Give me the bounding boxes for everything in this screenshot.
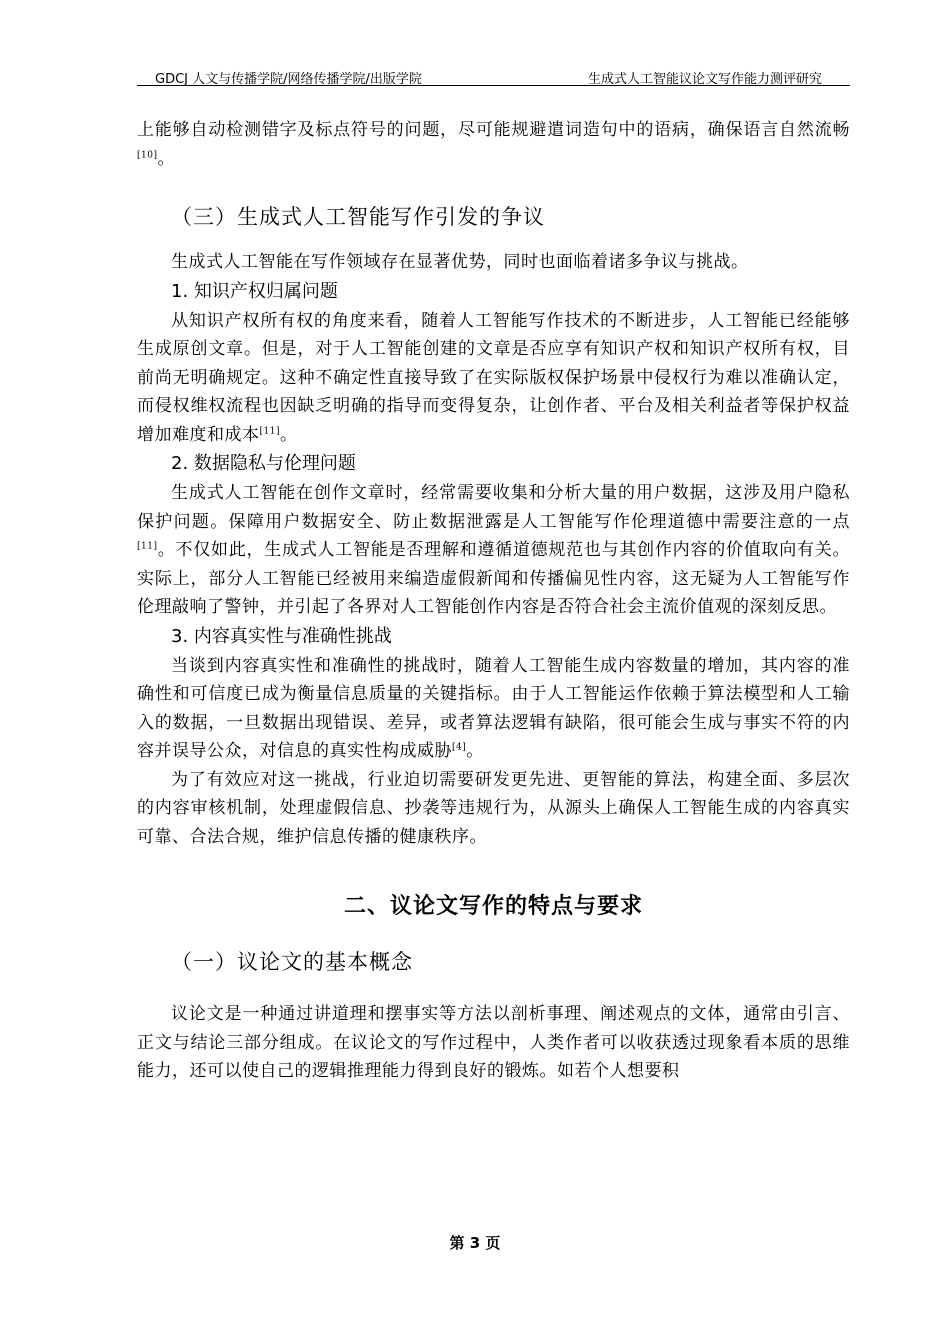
section-intro-paragraph: 生成式人工智能在写作领域存在显著优势，同时也面临着诸多争议与挑战。 [171, 252, 749, 272]
page-header [137, 66, 850, 86]
subheading-content-authenticity: 3. 内容真实性与准确性挑战 [171, 625, 392, 647]
citation-ref: [10] [137, 149, 158, 160]
citation-ref: [11] [259, 425, 280, 436]
paragraph-basic-concept: 议论文是一种通过讲道理和摆事实等方法以剖析事理、阐述观点的文体，通常由引言、正文与结论三部分组成。在议论文的写作过程中，人类作者可以收获透过现象看本质的思维能力，还可以使自己的逻辑推理能力得到良好的锻炼。如若个人想要积 [137, 1004, 850, 1081]
paragraph-intellectual-property: 从知识产权所有权的角度来看，随着人工智能写作技术的不断进步，人工智能已经能够生成原创文章。但是，对于人工智能创建的文章是否应享有知识产权和知识产权所有权，目前尚无明确规定。这种不确定性直接导致了在实际版权保护场景中侵权行为难以准确认定，而侵权维权流程也因缺乏明确的指导而变得复杂，让创作者、平台及相关利益者等保护权益增加难度和成本[11]。 [137, 310, 850, 445]
section-title-basic-concept: （一）议论文的基本概念 [171, 950, 413, 974]
page-content [137, 116, 850, 1086]
header-paper-title: 生成式人工智能议论文写作能力测评研究 [587, 72, 822, 87]
paragraph-data-privacy: 生成式人工智能在创作文章时，经常需要收集和分析大量的用户数据，这涉及用户隐私保护问题。保障用户数据安全、防止数据泄露是人工智能写作伦理道德中需要注意的一点[11]。不仅如此，生成式人工智能是否理解和遵循道德规范也与其创作内容的价值取向有关。实际上，部分人工智能已经被用来编造虚假新闻和传播偏见性内容，这无疑为人工智能写作伦理敲响了警钟，并引起了各界对人工智能创作内容是否符合社会主流价值观的深刻反思。 [137, 483, 850, 617]
subheading-data-privacy: 2. 数据隐私与伦理问题 [171, 453, 356, 474]
paragraph-continued: 上能够自动检测错字及标点符号的问题，尽可能规避遣词造句中的语病，确保语言自然流畅[10]。 [137, 120, 850, 169]
paragraph-content-authenticity: 当谈到内容真实性和准确性的挑战时，随着人工智能生成内容数量的增加，其内容的准确性和可信度已成为衡量信息质量的关键指标。由于人工智能运作依赖于算法模型和人工输入的数据，一旦数据出现错误、差异，或者算法逻辑有缺陷，很可能会生成与事实不符的内容并误导公众，对信息的真实性构成威胁[4]。 [137, 655, 850, 761]
citation-ref: [4] [452, 742, 467, 753]
section-title-controversy: （三）生成式人工智能写作引发的争议 [171, 205, 545, 229]
chapter-title: 二、议论文写作的特点与要求 [343, 894, 643, 919]
subheading-intellectual-property: 1. 知识产权归属问题 [171, 280, 338, 302]
paragraph-countermeasures: 为了有效应对这一挑战，行业迫切需要研发更先进、更智能的算法，构建全面、多层次的内容审核机制，处理虚假信息、抄袭等违规行为，从源头上确保人工智能生成的内容真实可靠、合法合规，维护信息传播的健康秩序。 [137, 769, 850, 847]
page-number: 第 3 页 [449, 1234, 501, 1252]
header-divider [137, 85, 850, 86]
header-institution: GDCJ 人文与传播学院/网络传播学院/出版学院 [155, 72, 422, 87]
citation-ref: [11] [137, 541, 158, 552]
